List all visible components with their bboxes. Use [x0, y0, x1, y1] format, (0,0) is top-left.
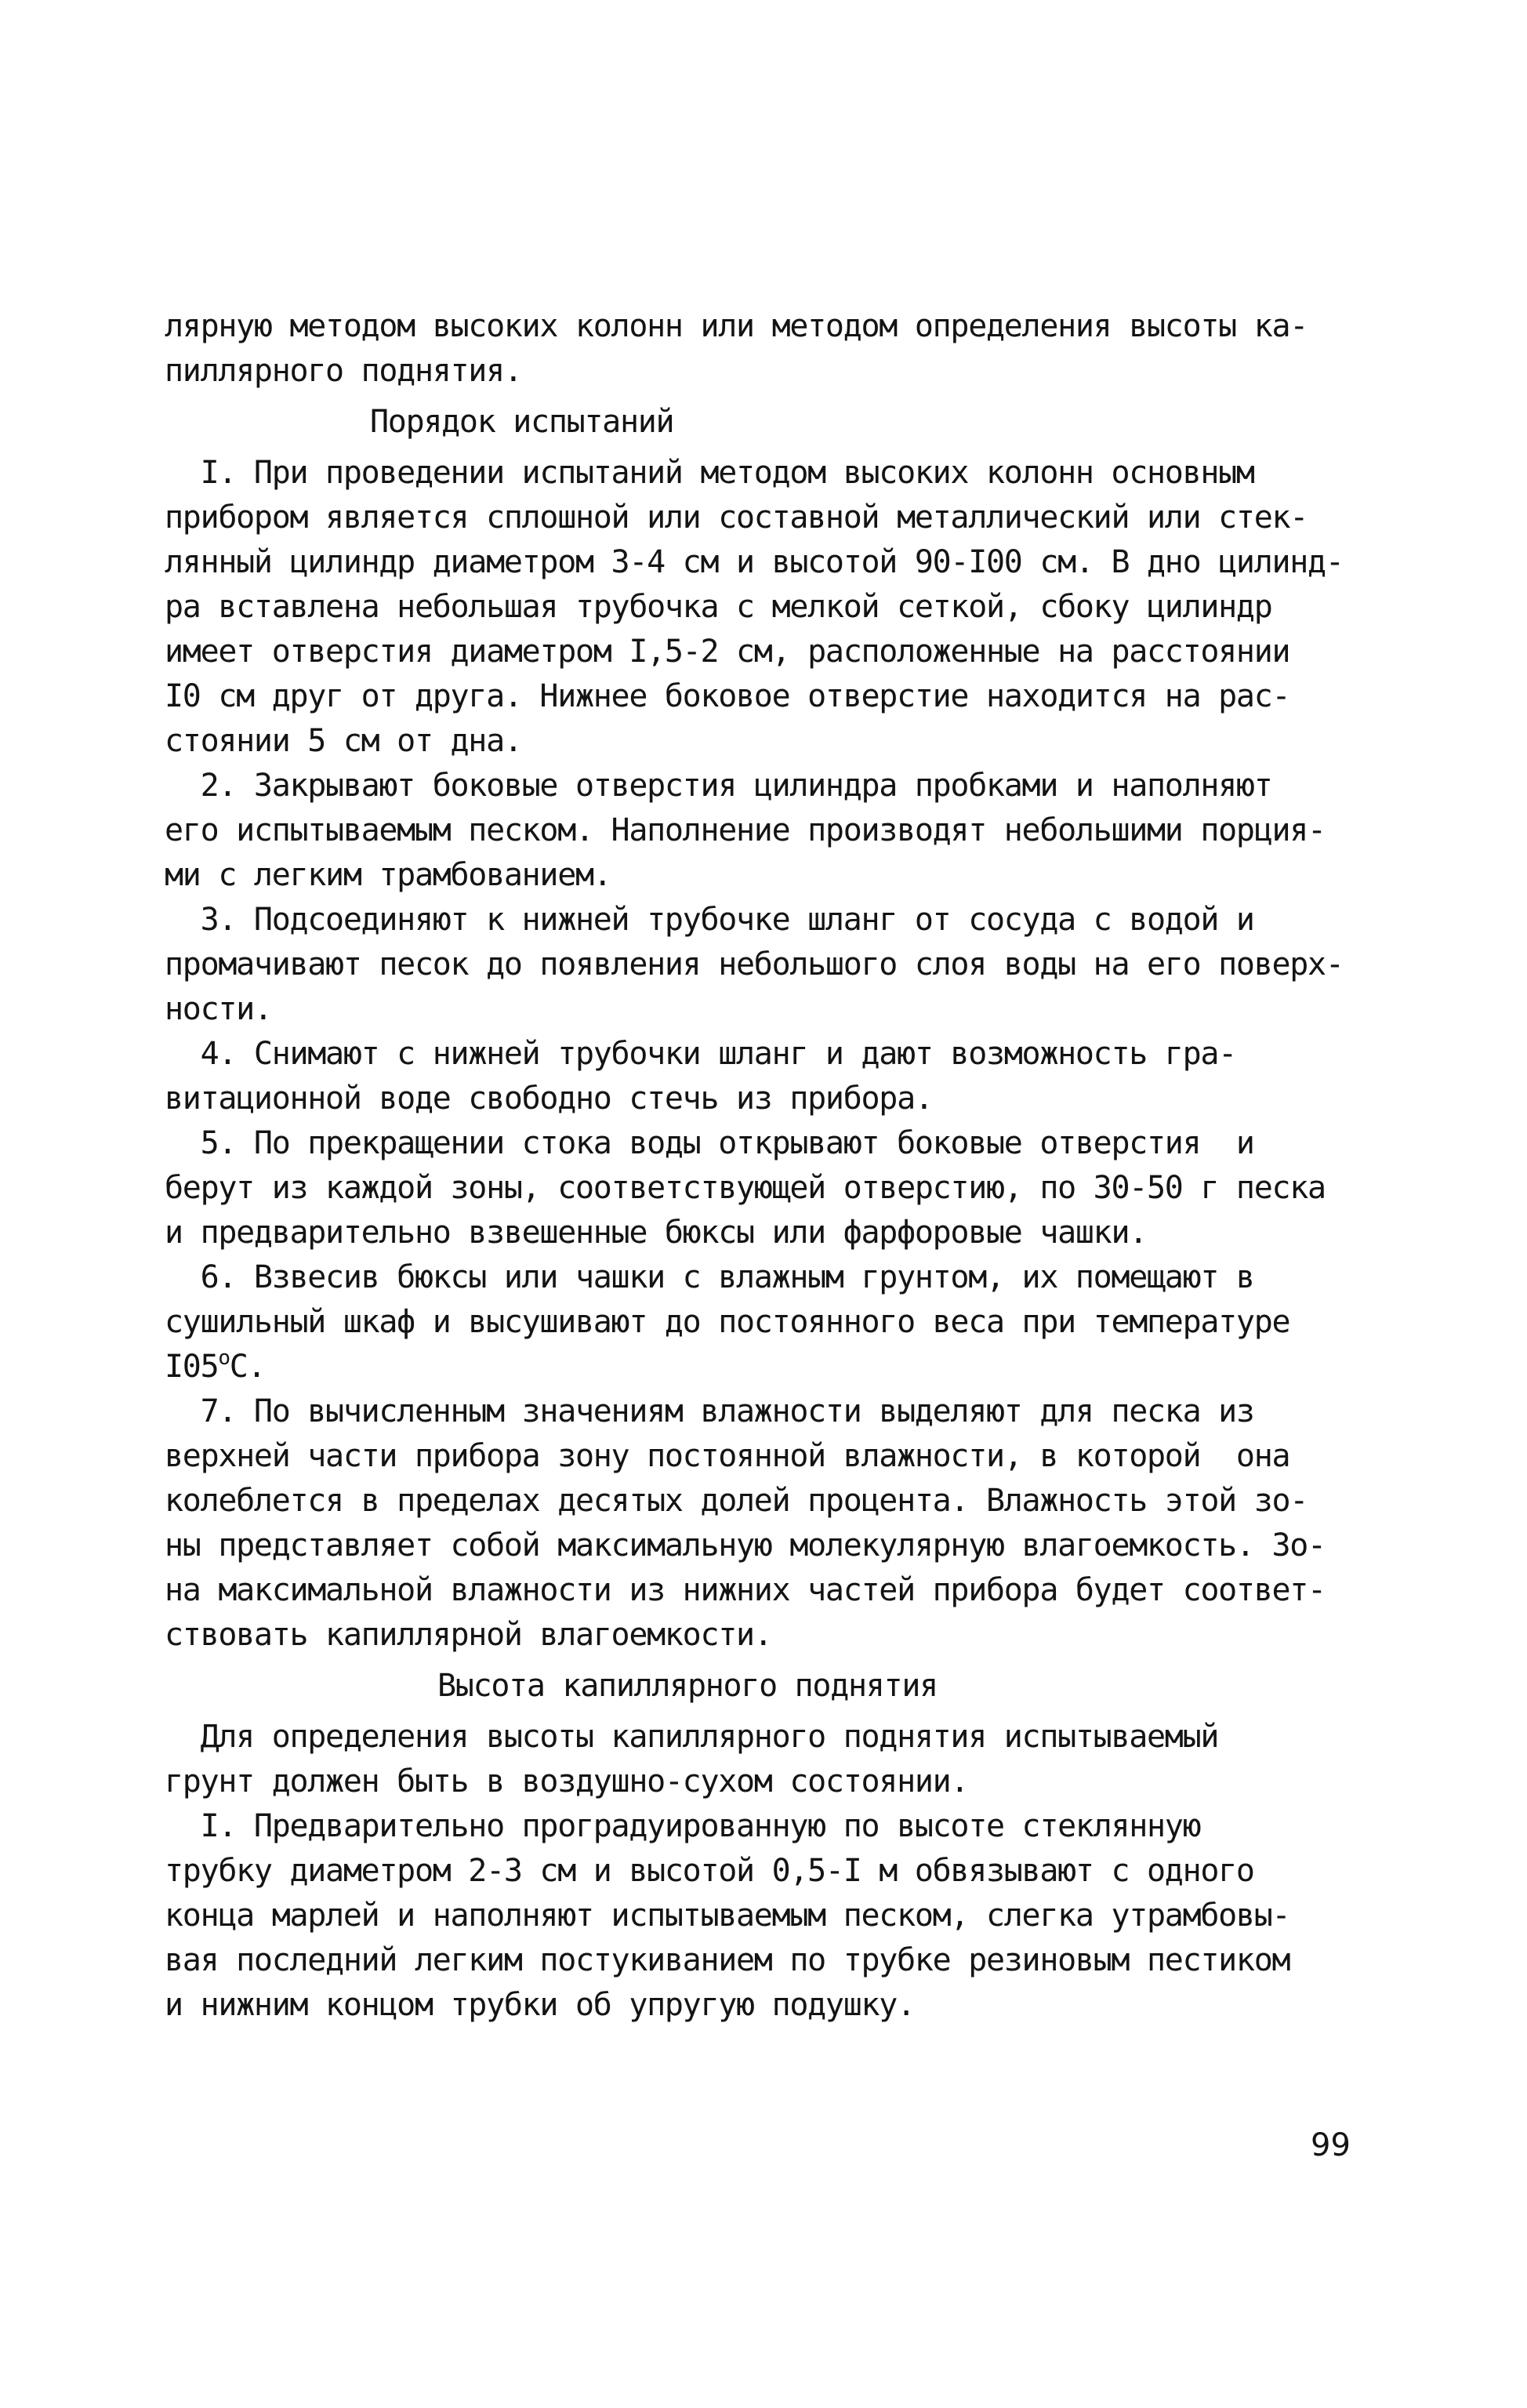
- text-line: I0 см друг от друга. Нижнее боковое отверстие находится на рас-: [165, 678, 1290, 714]
- text-line: I. Предварительно проградуированную по высоте стеклянную: [165, 1808, 1201, 1844]
- text-line: трубку диаметром 2-3 см и высотой 0,5-I м обвязывают с одного: [165, 1853, 1254, 1889]
- text-line: конца марлей и наполняют испытываемым песком, слегка утрамбовы-: [165, 1898, 1290, 1934]
- text-line: I. При проведении испытаний методом высоких колонн основным: [165, 455, 1254, 491]
- text-line: лянный цилиндр диаметром 3-4 см и высотой 90-I00 см. В дно цилинд-: [165, 544, 1344, 580]
- text-line: 3. Подсоединяют к нижней трубочке шланг от сосуда с водой и: [165, 902, 1254, 938]
- text-line: 2. Закрывают боковые отверстия цилиндра пробками и наполняют: [165, 768, 1272, 804]
- text-line: его испытываемым песком. Наполнение производят небольшими порция-: [165, 812, 1326, 848]
- text-line: и нижним концом трубки об упругую подушку.: [165, 1987, 915, 2023]
- temperature-value: I05: [165, 1349, 219, 1385]
- text-line: ствовать капиллярной влагоемкости.: [165, 1617, 772, 1653]
- text-line: стоянии 5 см от дна.: [165, 723, 522, 759]
- temperature-line: [165, 1345, 1372, 1389]
- text-line: сушильный шкаф и высушивают до постоянного веса при температуре: [165, 1304, 1290, 1340]
- text-line: и предварительно взвешенные бюксы или фарфоровые чашки.: [165, 1215, 1148, 1251]
- degree-superscript: о: [218, 1346, 230, 1370]
- text-line: витационной воде свободно стечь из прибора.: [165, 1081, 933, 1117]
- text-line: Для определения высоты капиллярного поднятия испытываемый: [165, 1719, 1219, 1755]
- text-line: пиллярного поднятия.: [165, 353, 522, 389]
- text-line: 4. Снимают с нижней трубочки шланг и дают возможность гра-: [165, 1036, 1236, 1072]
- text-line: верхней части прибора зону постоянной влажности, в которой она: [165, 1438, 1290, 1474]
- text-line: 5. По прекращении стока воды открывают боковые отверстия и: [165, 1125, 1254, 1161]
- text-line: ми с легким трамбованием.: [165, 857, 611, 893]
- section-heading-test-procedure: Порядок испытаний: [370, 404, 674, 440]
- text-line: 6. Взвесив бюксы или чашки с влажным грунтом, их помещают в: [165, 1259, 1254, 1295]
- text-line: прибором является сплошной или составной металлический или стек-: [165, 499, 1308, 536]
- text-line: берут из каждой зоны, соответствующей отверстию, по 30-50 г песка: [165, 1170, 1326, 1206]
- text-line: вая последний легким постукиванием по трубке резиновым пестиком: [165, 1942, 1290, 1978]
- text-line: ны представляет собой максимальную молекулярную влагоемкость. Зо-: [165, 1527, 1326, 1564]
- text-line: колеблется в пределах десятых долей процента. Влажность этой зо-: [165, 1483, 1308, 1519]
- text-line: на максимальной влажности из нижних частей прибора будет соответ-: [165, 1572, 1326, 1608]
- page-number: 99: [1311, 2127, 1351, 2163]
- body-text: [165, 304, 1372, 2028]
- section-heading-capillary-rise: Высота капиллярного поднятия: [437, 1668, 938, 1704]
- temperature-unit: С.: [229, 1349, 266, 1385]
- text-line: имеет отверстия диаметром I,5-2 см, расположенные на расстоянии: [165, 634, 1290, 670]
- text-line: промачивают песок до появления небольшого слоя воды на его поверх-: [165, 946, 1344, 982]
- text-line: грунт должен быть в воздушно-сухом состоянии.: [165, 1763, 969, 1800]
- text-line: ности.: [165, 991, 272, 1027]
- text-line: лярную методом высоких колонн или методом определения высоты ка-: [165, 308, 1308, 344]
- text-line: 7. По вычисленным значениям влажности выделяют для песка из: [165, 1393, 1254, 1429]
- text-line: ра вставлена небольшая трубочка с мелкой сеткой, сбоку цилиндр: [165, 589, 1272, 625]
